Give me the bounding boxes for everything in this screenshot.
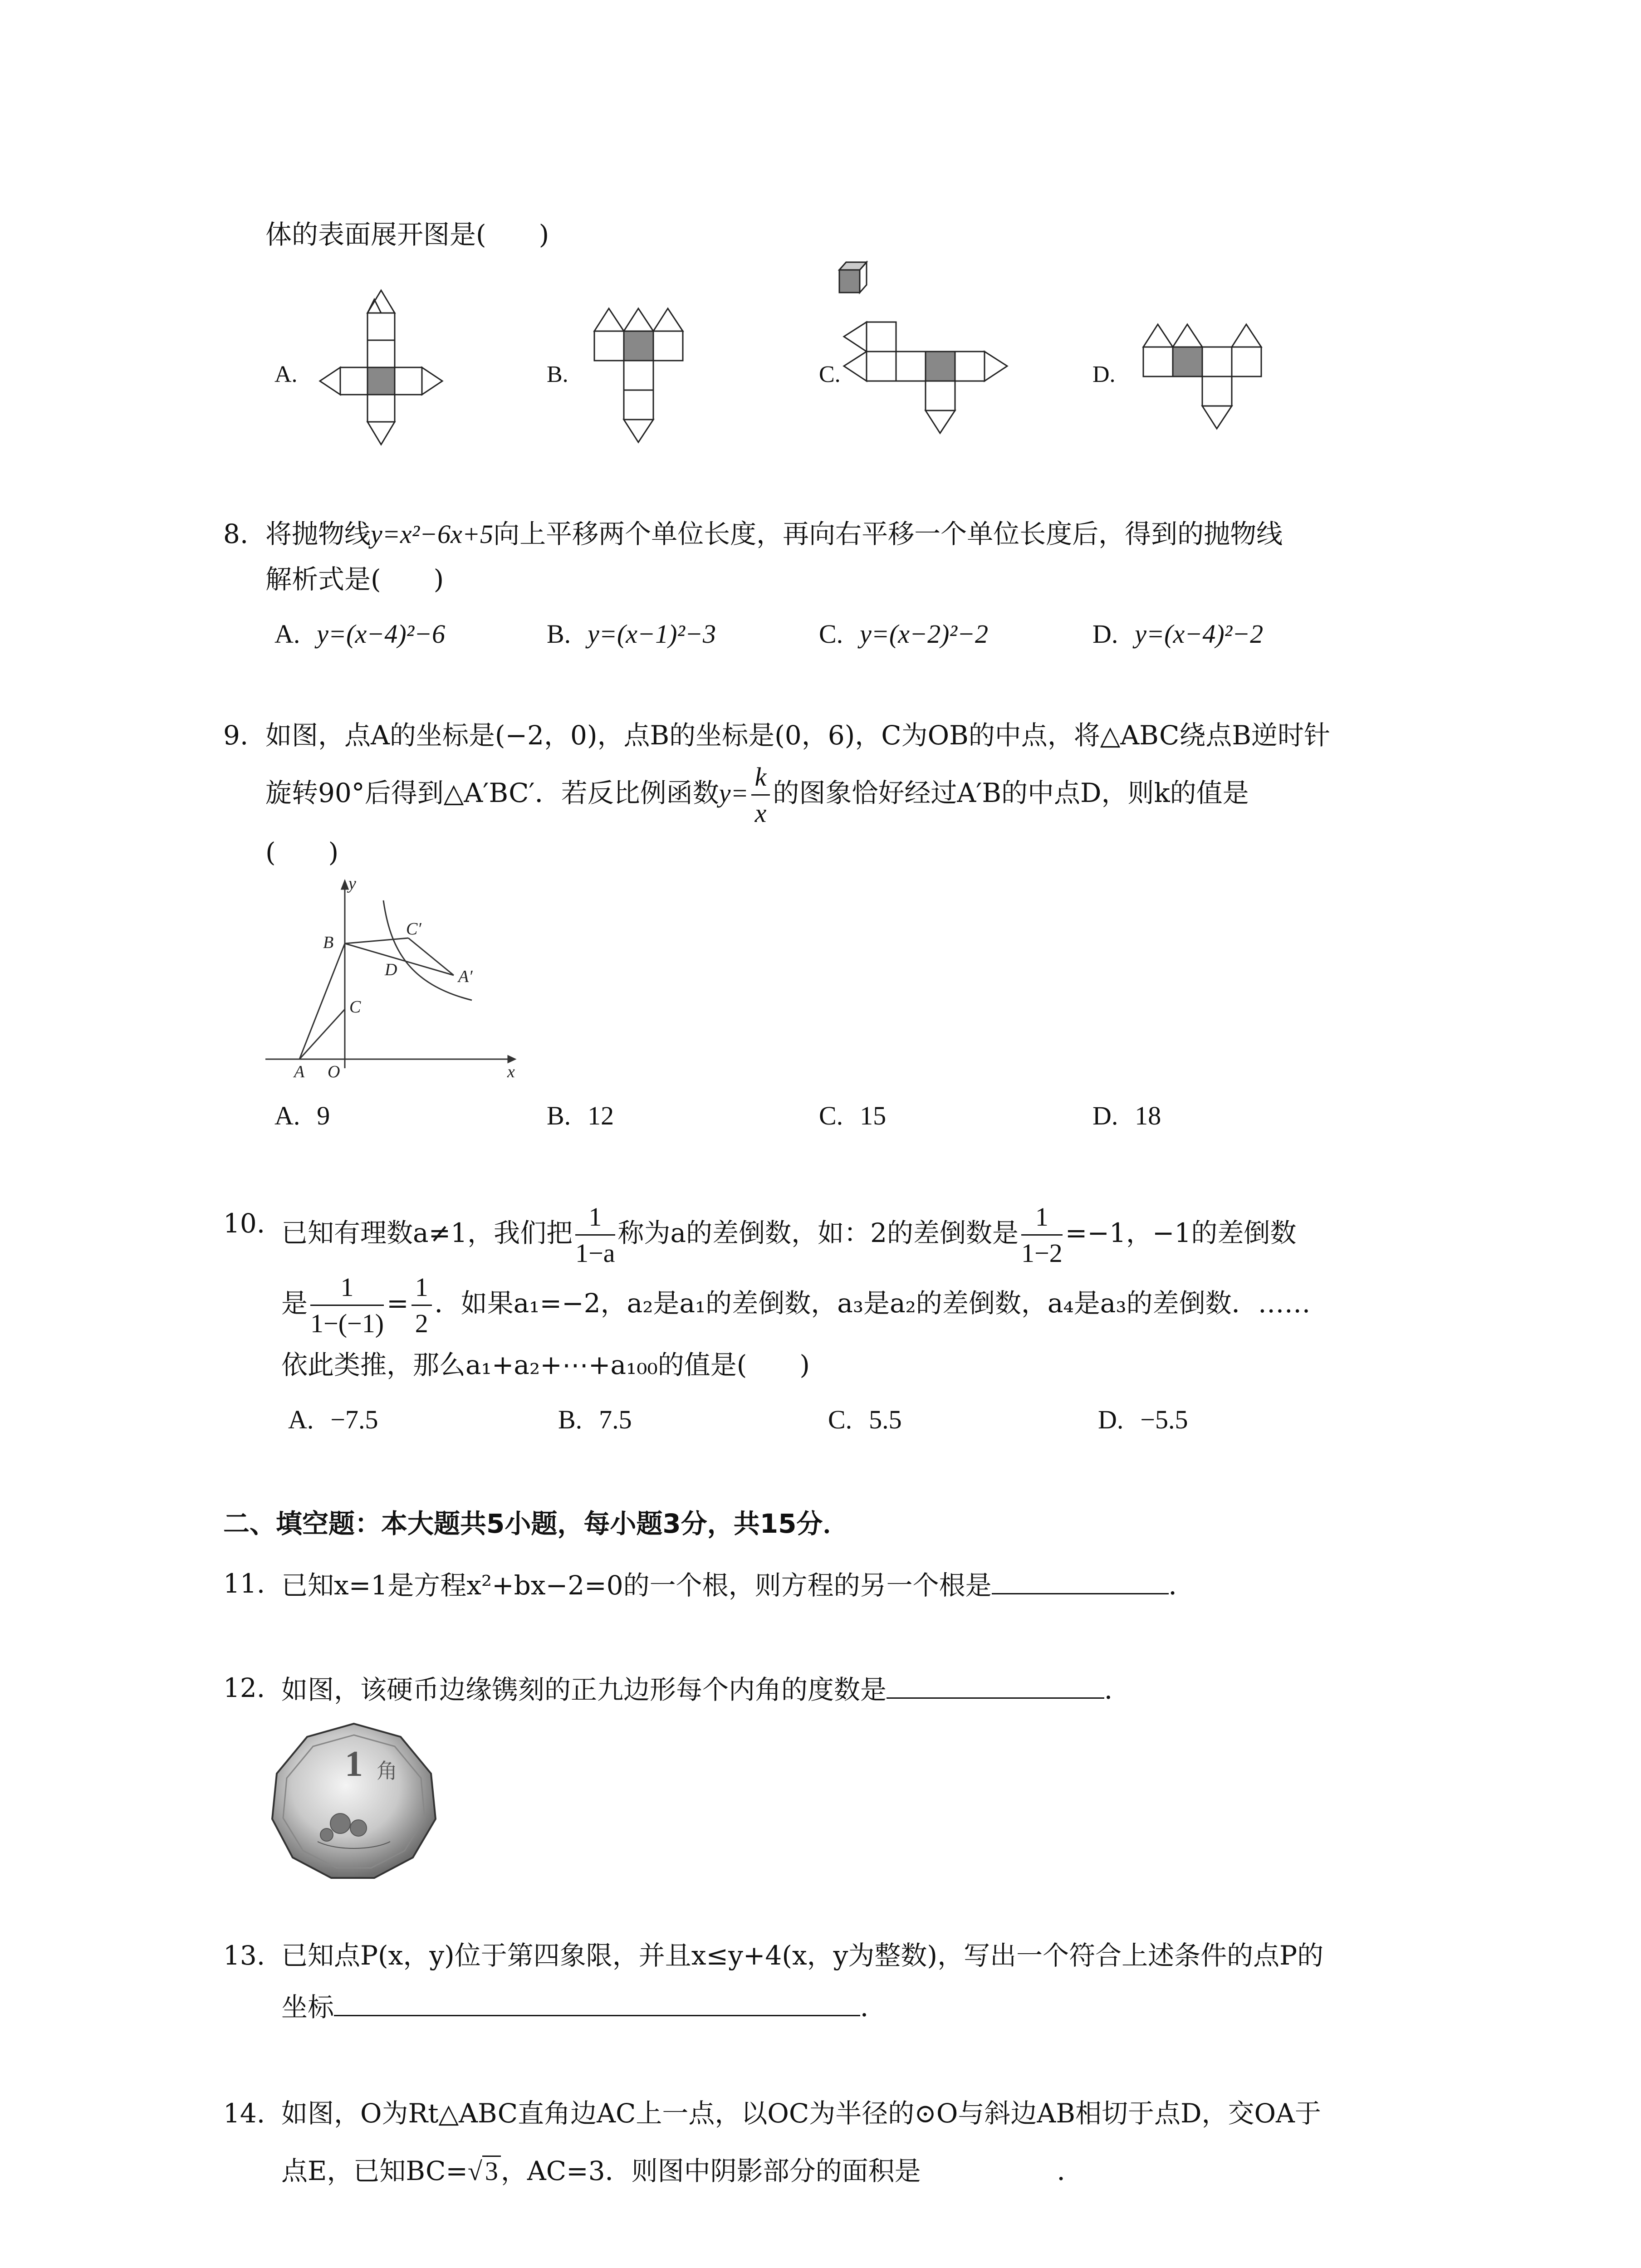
q10-frac3-num: 1 (310, 1272, 384, 1306)
q8-option-d-value: y=(x−4)²−2 (1135, 619, 1264, 649)
q9-line2-pre: 旋转90°后得到△A′BC′．若反比例函数 (265, 777, 719, 809)
q8-number: 8. (223, 518, 249, 549)
q10-line1-a: 已知有理数a≠1，我们把 (281, 1217, 573, 1249)
q9-label-b: B (323, 933, 334, 952)
q13-answer-blank[interactable] (334, 1992, 860, 2016)
q9-option-c-label: C. (819, 1101, 843, 1130)
q12-coin-denomination: 1 (345, 1744, 363, 1784)
q10-frac1-num: 1 (575, 1202, 615, 1236)
q10-frac4-num: 1 (411, 1272, 432, 1306)
q14-sqrt-value: 3 (482, 2156, 501, 2186)
q10-option-c-label: C. (828, 1405, 852, 1434)
q10-option-c-value: 5.5 (869, 1405, 902, 1434)
q9-fraction-num: k (751, 762, 770, 796)
q10-frac1-den: 1−a (575, 1238, 615, 1268)
q7-tail-text: 体的表面展开图是( ) (265, 219, 549, 250)
q12-text: 如图，该硬币边缘镌刻的正九边形每个内角的度数是 (281, 1674, 887, 1705)
q13-line1: 已知点P(x，y)位于第四象限，并且x≤y+4(x，y为整数)，写出一个符合上述条件的点P的 (281, 1940, 1324, 1971)
q13-line2 (281, 1992, 887, 2023)
q9-option-d-value: 18 (1135, 1101, 1161, 1130)
q14-line2 (281, 2156, 1083, 2186)
q14-line2-post: ，AC=3．则图中阴影部分的面积是 (500, 2156, 921, 2186)
q10-option-b-value: 7.5 (599, 1405, 632, 1434)
q8-option-d-label: D. (1092, 619, 1118, 649)
q9-option-b-value: 12 (588, 1101, 614, 1130)
q10-line1-c: =−1，−1的差倒数 (1065, 1217, 1297, 1249)
q9-fraction-den: x (754, 798, 767, 828)
q13-end: ． (860, 1992, 887, 2023)
q9-label-d: D (385, 960, 397, 979)
q10-number: 10. (223, 1208, 265, 1239)
q10-option-d-value: −5.5 (1140, 1405, 1188, 1434)
q9-label-c: C (349, 997, 361, 1017)
q10-option-a-label: A. (288, 1405, 314, 1434)
q9-label-x: x (507, 1062, 515, 1081)
q10-option-b-label: B. (558, 1405, 583, 1434)
q9-line1: 如图，点A的坐标是(−2，0)，点B的坐标是(0，6)，C为OB的中点，将△ABC绕点B逆时针 (265, 720, 1330, 751)
q9-label-a: A (294, 1062, 305, 1081)
q8-option-b-label: B. (547, 619, 571, 649)
q14-number: 14. (223, 2098, 265, 2129)
q8-line2: 解析式是( ) (265, 564, 444, 595)
q9-option-d-label: D. (1092, 1101, 1118, 1130)
q9-label-c-prime: C′ (406, 919, 421, 938)
q10-line2-a: 是 (281, 1288, 308, 1319)
q9-line3: ( ) (265, 837, 339, 868)
q9-label-o: O (328, 1062, 340, 1081)
q12-coin-char: 角 (377, 1759, 397, 1783)
q7-option-b-label: B. (547, 362, 568, 387)
q10-frac3-den: 1−(−1) (310, 1308, 384, 1338)
q8-option-c-value: y=(x−2)²−2 (860, 619, 988, 649)
q8-line1-equation: y=x²−6x+5 (371, 519, 494, 549)
q7-option-c-label: C. (819, 362, 841, 387)
q8-line1-post: 向上平移两个单位长度，再向右平移一个单位长度后，得到的抛物线 (493, 518, 1283, 549)
q7-option-d-label: D. (1092, 362, 1116, 387)
q14-answer-blank[interactable] (921, 2157, 1057, 2180)
q9-label-a-prime: A′ (458, 967, 473, 986)
section-2-heading: 二、填空题：本大题共5小题，每小题3分，共15分． (223, 1508, 849, 1539)
q9-option-c-value: 15 (860, 1101, 887, 1130)
q10-line2-b: ．如果a₁=−2，a₂是a₁的差倒数，a₃是a₂的差倒数，a₄是a₃的差倒数．…… (434, 1288, 1311, 1319)
q10-frac2-num: 1 (1021, 1202, 1063, 1236)
q10-line3: 依此类推，那么a₁+a₂+⋯+a₁₀₀的值是( ) (281, 1349, 810, 1380)
q8-option-b-value: y=(x−1)²−3 (588, 619, 716, 649)
q8-option-c-label: C. (819, 619, 843, 649)
q10-line2-eq: = (387, 1288, 409, 1319)
q9-fn-lhs: y= (719, 778, 749, 808)
q14-line1: 如图，O为Rt△ABC直角边AC上一点，以OC为半径的⊙O与斜边AB相切于点D，交OA于 (281, 2098, 1321, 2129)
q14-line2-pre: 点E，已知BC= (281, 2156, 468, 2186)
q10-option-a-value: −7.5 (330, 1405, 378, 1434)
q10-line1-b: 称为a的差倒数，如：2的差倒数是 (617, 1217, 1019, 1249)
q8-option-a-label: A. (274, 619, 300, 649)
q8-option-a-value: y=(x−4)²−6 (317, 619, 446, 649)
q9-option-a-value: 9 (317, 1101, 330, 1130)
q14-end: ． (1057, 2156, 1083, 2186)
q12-number: 12. (223, 1672, 265, 1703)
q10-option-d-label: D. (1098, 1405, 1124, 1434)
q11-text: 已知x=1是方程x²+bx−2=0的一个根，则方程的另一个根是 (281, 1570, 992, 1601)
q14-sqrt-sign: √ (468, 2156, 482, 2186)
q9-line2-post: 的图象恰好经过A′B的中点D，则k的值是 (773, 777, 1249, 809)
q9-number: 9. (223, 720, 249, 751)
q12-end: ． (1104, 1674, 1131, 1705)
q13-line2-text: 坐标 (281, 1992, 334, 2023)
q11-number: 11. (223, 1568, 265, 1599)
q7-option-a-label: A. (274, 362, 298, 387)
q9-option-b-label: B. (547, 1101, 571, 1130)
q11-end: ． (1168, 1570, 1195, 1601)
q10-frac2-den: 1−2 (1021, 1238, 1063, 1268)
q9-option-a-label: A. (274, 1101, 300, 1130)
q9-label-y: y (348, 874, 356, 893)
q10-frac4-den: 2 (415, 1308, 428, 1338)
q8-line1-pre: 将抛物线 (265, 518, 371, 549)
q13-number: 13. (223, 1940, 265, 1971)
